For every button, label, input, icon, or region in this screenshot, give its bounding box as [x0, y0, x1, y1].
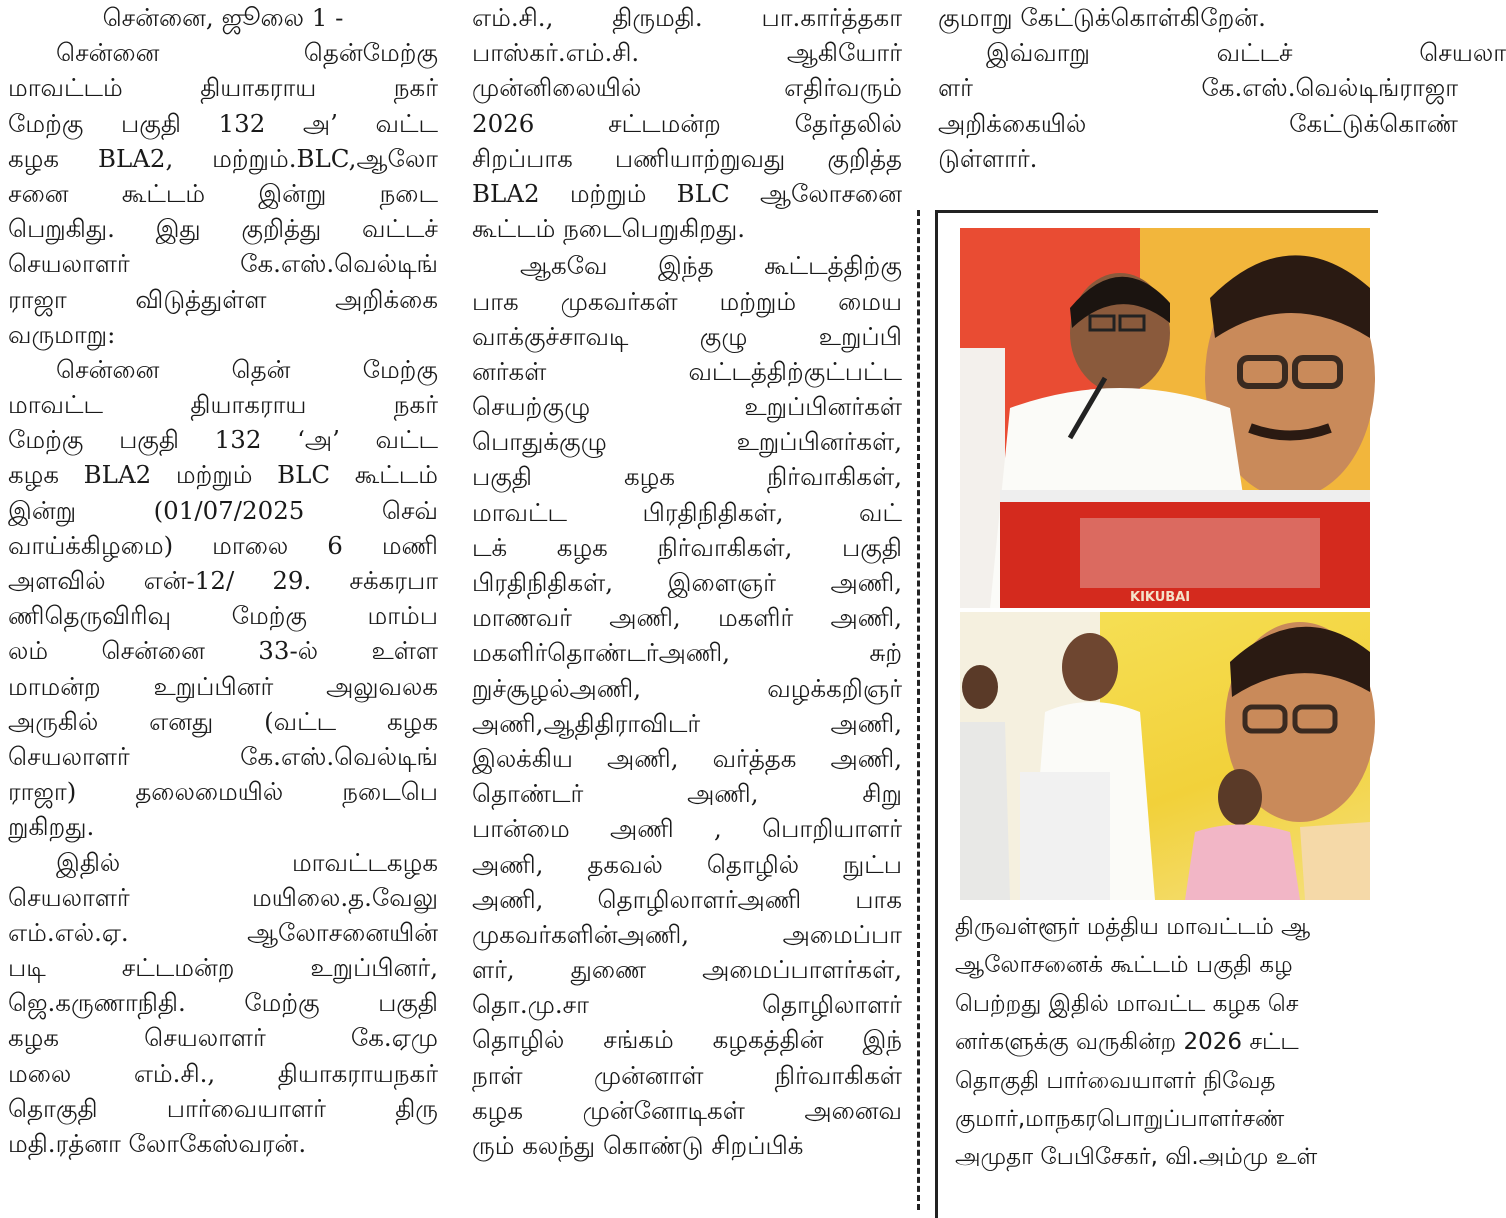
article-column-2	[472, 0, 902, 1163]
text-line: தொண்டர் அணி, சிறு	[472, 779, 902, 809]
text-line: அணி, தொழிலாளர்அணி பாக	[472, 884, 902, 914]
text-line: ராஜா) தலைமையில் நடைபெ	[8, 777, 438, 807]
caption-line: குமார்,மாநகரபொறுப்பாளர்சண்	[955, 1105, 1285, 1132]
text-line: முன்னிலையில் எதிர்வரும்	[472, 73, 902, 103]
caption-line: தொகுதி பார்வையாளர் நிவேத	[955, 1067, 1276, 1094]
text-line: தொகுதி பார்வையாளர் திரு	[8, 1093, 438, 1123]
text-line: மதி.ரத்னா லோகேஸ்வரன்.	[8, 1129, 307, 1158]
text-line: அணி, தகவல் தொழில் நுட்ப	[472, 849, 902, 879]
text-line: ளர் கே.எஸ்.வெல்டிங்ராஜா	[938, 73, 1458, 103]
text-line: றுச்சூழல்அணி, வழக்கறிஞர்	[472, 673, 902, 703]
text-line: அருகில் எனது (வட்ட கழக	[8, 706, 438, 736]
caption-line: திருவள்ளூர் மத்திய மாவட்டம் ஆ	[955, 914, 1311, 940]
text-line: மாவட்டம் தியாகராய நகர்	[8, 73, 438, 103]
text-line: மாவட்ட பிரதிநிதிகள், வட்	[472, 497, 902, 527]
text-line: செயலாளர் கே.எஸ்.வெல்டிங்	[8, 741, 438, 771]
text-line: ராஜா விடுத்துள்ள அறிக்கை	[8, 284, 438, 314]
text-line: கழக முன்னோடிகள் அனைவ	[472, 1095, 902, 1125]
text-line: ரும் கலந்து கொண்டு சிறப்பிக்	[472, 1131, 804, 1160]
text-line: லம் சென்னை 33-ல் உள்ள	[8, 636, 438, 666]
text-line: மகளிர்தொண்டர்அணி, சுற்	[472, 638, 902, 668]
text-line: ணிதெருவிரிவு மேற்கு மாம்ப	[8, 601, 438, 631]
text-line: பாஸ்கர்.எம்.சி. ஆகியோர்	[472, 38, 902, 68]
text-line: பான்மை அணி , பொறியாளர்	[472, 814, 902, 844]
text-line: சிறப்பாக பணியாற்றுவது குறித்த	[472, 143, 902, 173]
text-line: அணி,ஆதிதிராவிடர் அணி,	[472, 708, 902, 738]
text-line: வாக்குச்சாவடி குழு உறுப்பி	[472, 321, 902, 351]
photo-speaker-podium-illustration	[960, 228, 1370, 608]
text-line: செயலாளர் மயிலை.த.வேலு	[8, 882, 438, 912]
text-line: சென்னை தென் மேற்கு	[56, 354, 438, 384]
text-line: மாமன்ற உறுப்பினர் அலுவலக	[8, 671, 438, 701]
text-line: பகுதி கழக நிர்வாகிகள்,	[472, 462, 902, 492]
podium-label: KIKUBAI	[1130, 590, 1191, 605]
text-line: அறிக்கையில் கேட்டுக்கொண்	[938, 108, 1458, 138]
text-line: குமாறு கேட்டுக்கொள்கிறேன்.	[938, 3, 1266, 32]
text-line: வாய்க்கிழமை) மாலை 6 மணி	[8, 530, 438, 560]
text-line: சனை கூட்டம் இன்று நடை	[8, 178, 438, 208]
text-line: வருமாறு:	[8, 319, 116, 349]
text-line: மலை எம்.சி., தியாகராயநகர்	[8, 1058, 438, 1088]
photo-speaker-audience-illustration	[960, 612, 1370, 900]
article-column-3	[938, 0, 1506, 176]
caption-line: அமுதா பேபிசேகர், வி.அம்மு உள்	[955, 1144, 1318, 1171]
text-line: செயலாளர் கே.எஸ்.வெல்டிங்	[8, 249, 438, 279]
text-line: பிரதிநிதிகள், இளைஞர் அணி,	[472, 568, 902, 597]
text-line: அளவில் என்-12/ 29. சக்கரபா	[8, 566, 438, 595]
article-column-1	[8, 0, 438, 1161]
text-line: பாக முகவர்கள் மற்றும் மைய	[472, 286, 902, 316]
text-line: டுள்ளார்.	[938, 143, 1038, 173]
text-line: மேற்கு பகுதி 132 ‘அ’ வட்ட	[8, 425, 438, 455]
text-line: இவ்வாறு வட்டச் செயலா	[986, 38, 1506, 68]
text-line: றுகிறது.	[8, 812, 95, 842]
caption-line: பெற்றது இதில் மாவட்ட கழக செ	[955, 990, 1299, 1017]
text-line: கழக BLA2, மற்றும்.BLC,ஆலோ	[8, 143, 438, 173]
text-line: இதில் மாவட்டகழக	[56, 847, 438, 877]
caption-line: ஆலோசனைக் கூட்டம் பகுதி கழ	[955, 952, 1293, 979]
text-line: கூட்டம் நடைபெறுகிறது.	[472, 214, 746, 244]
text-line: செயற்குழு உறுப்பினர்கள்	[472, 392, 902, 422]
text-line: டக் கழக நிர்வாகிகள், பகுதி	[472, 532, 902, 562]
text-line: முகவர்களின்அணி, அமைப்பா	[472, 919, 902, 949]
text-line: இன்று (01/07/2025 செவ்	[8, 495, 438, 525]
text-line: சென்னை தென்மேற்கு	[56, 38, 438, 68]
text-line: படி சட்டமன்ற உறுப்பினர்,	[8, 953, 438, 983]
text-line: BLA2 மற்றும் BLC ஆலோசனை	[472, 178, 902, 208]
text-line: ஆகவே இந்த கூட்டத்திற்கு	[520, 251, 902, 281]
text-line: பொதுக்குழு உறுப்பினர்கள்,	[472, 427, 902, 457]
text-line: மேற்கு பகுதி 132 அ’ வட்ட	[8, 108, 438, 138]
text-line: மாவட்ட தியாகராய நகர்	[8, 390, 438, 420]
text-line: தொழில் சங்கம் கழகத்தின் இந்	[472, 1025, 902, 1055]
text-line: தொ.மு.சா தொழிலாளர்	[472, 990, 902, 1020]
text-line: மாணவர் அணி, மகளிர் அணி,	[472, 603, 902, 633]
text-line: நாள் முன்னாள் நிர்வாகிகள்	[472, 1060, 902, 1090]
text-line: எம்.எல்.ஏ. ஆலோசனையின்	[8, 917, 438, 947]
text-line: னர்கள் வட்டத்திற்குட்பட்ட	[472, 356, 902, 386]
photo-speaker-audience	[960, 612, 1370, 900]
text-line: கழக செயலாளர் கே.ஏமு	[8, 1023, 438, 1053]
text-line: கழக BLA2 மற்றும் BLC கூட்டம்	[8, 460, 438, 490]
column-divider	[917, 210, 920, 1210]
text-line: எம்.சி., திருமதி. பா.கார்த்தகா	[472, 3, 902, 32]
text-line: பெறுகிது. இது குறித்து வட்டச்	[8, 214, 438, 244]
text-line: சென்னை, ஜூலை 1 -	[102, 3, 344, 32]
text-line: இலக்கிய அணி, வர்த்தக அணி,	[472, 743, 902, 773]
photo-caption	[955, 908, 1370, 1177]
photo-speaker-podium	[960, 228, 1370, 608]
text-line: 2026 சட்டமன்ற தேர்தலில்	[472, 108, 902, 138]
text-line: ளர், துணை அமைப்பாளர்கள்,	[472, 955, 902, 985]
text-line: ஜெ.கருணாநிதி. மேற்கு பகுதி	[8, 988, 438, 1018]
caption-line: னர்களுக்கு வருகின்ற 2026 சட்ட	[955, 1029, 1299, 1056]
